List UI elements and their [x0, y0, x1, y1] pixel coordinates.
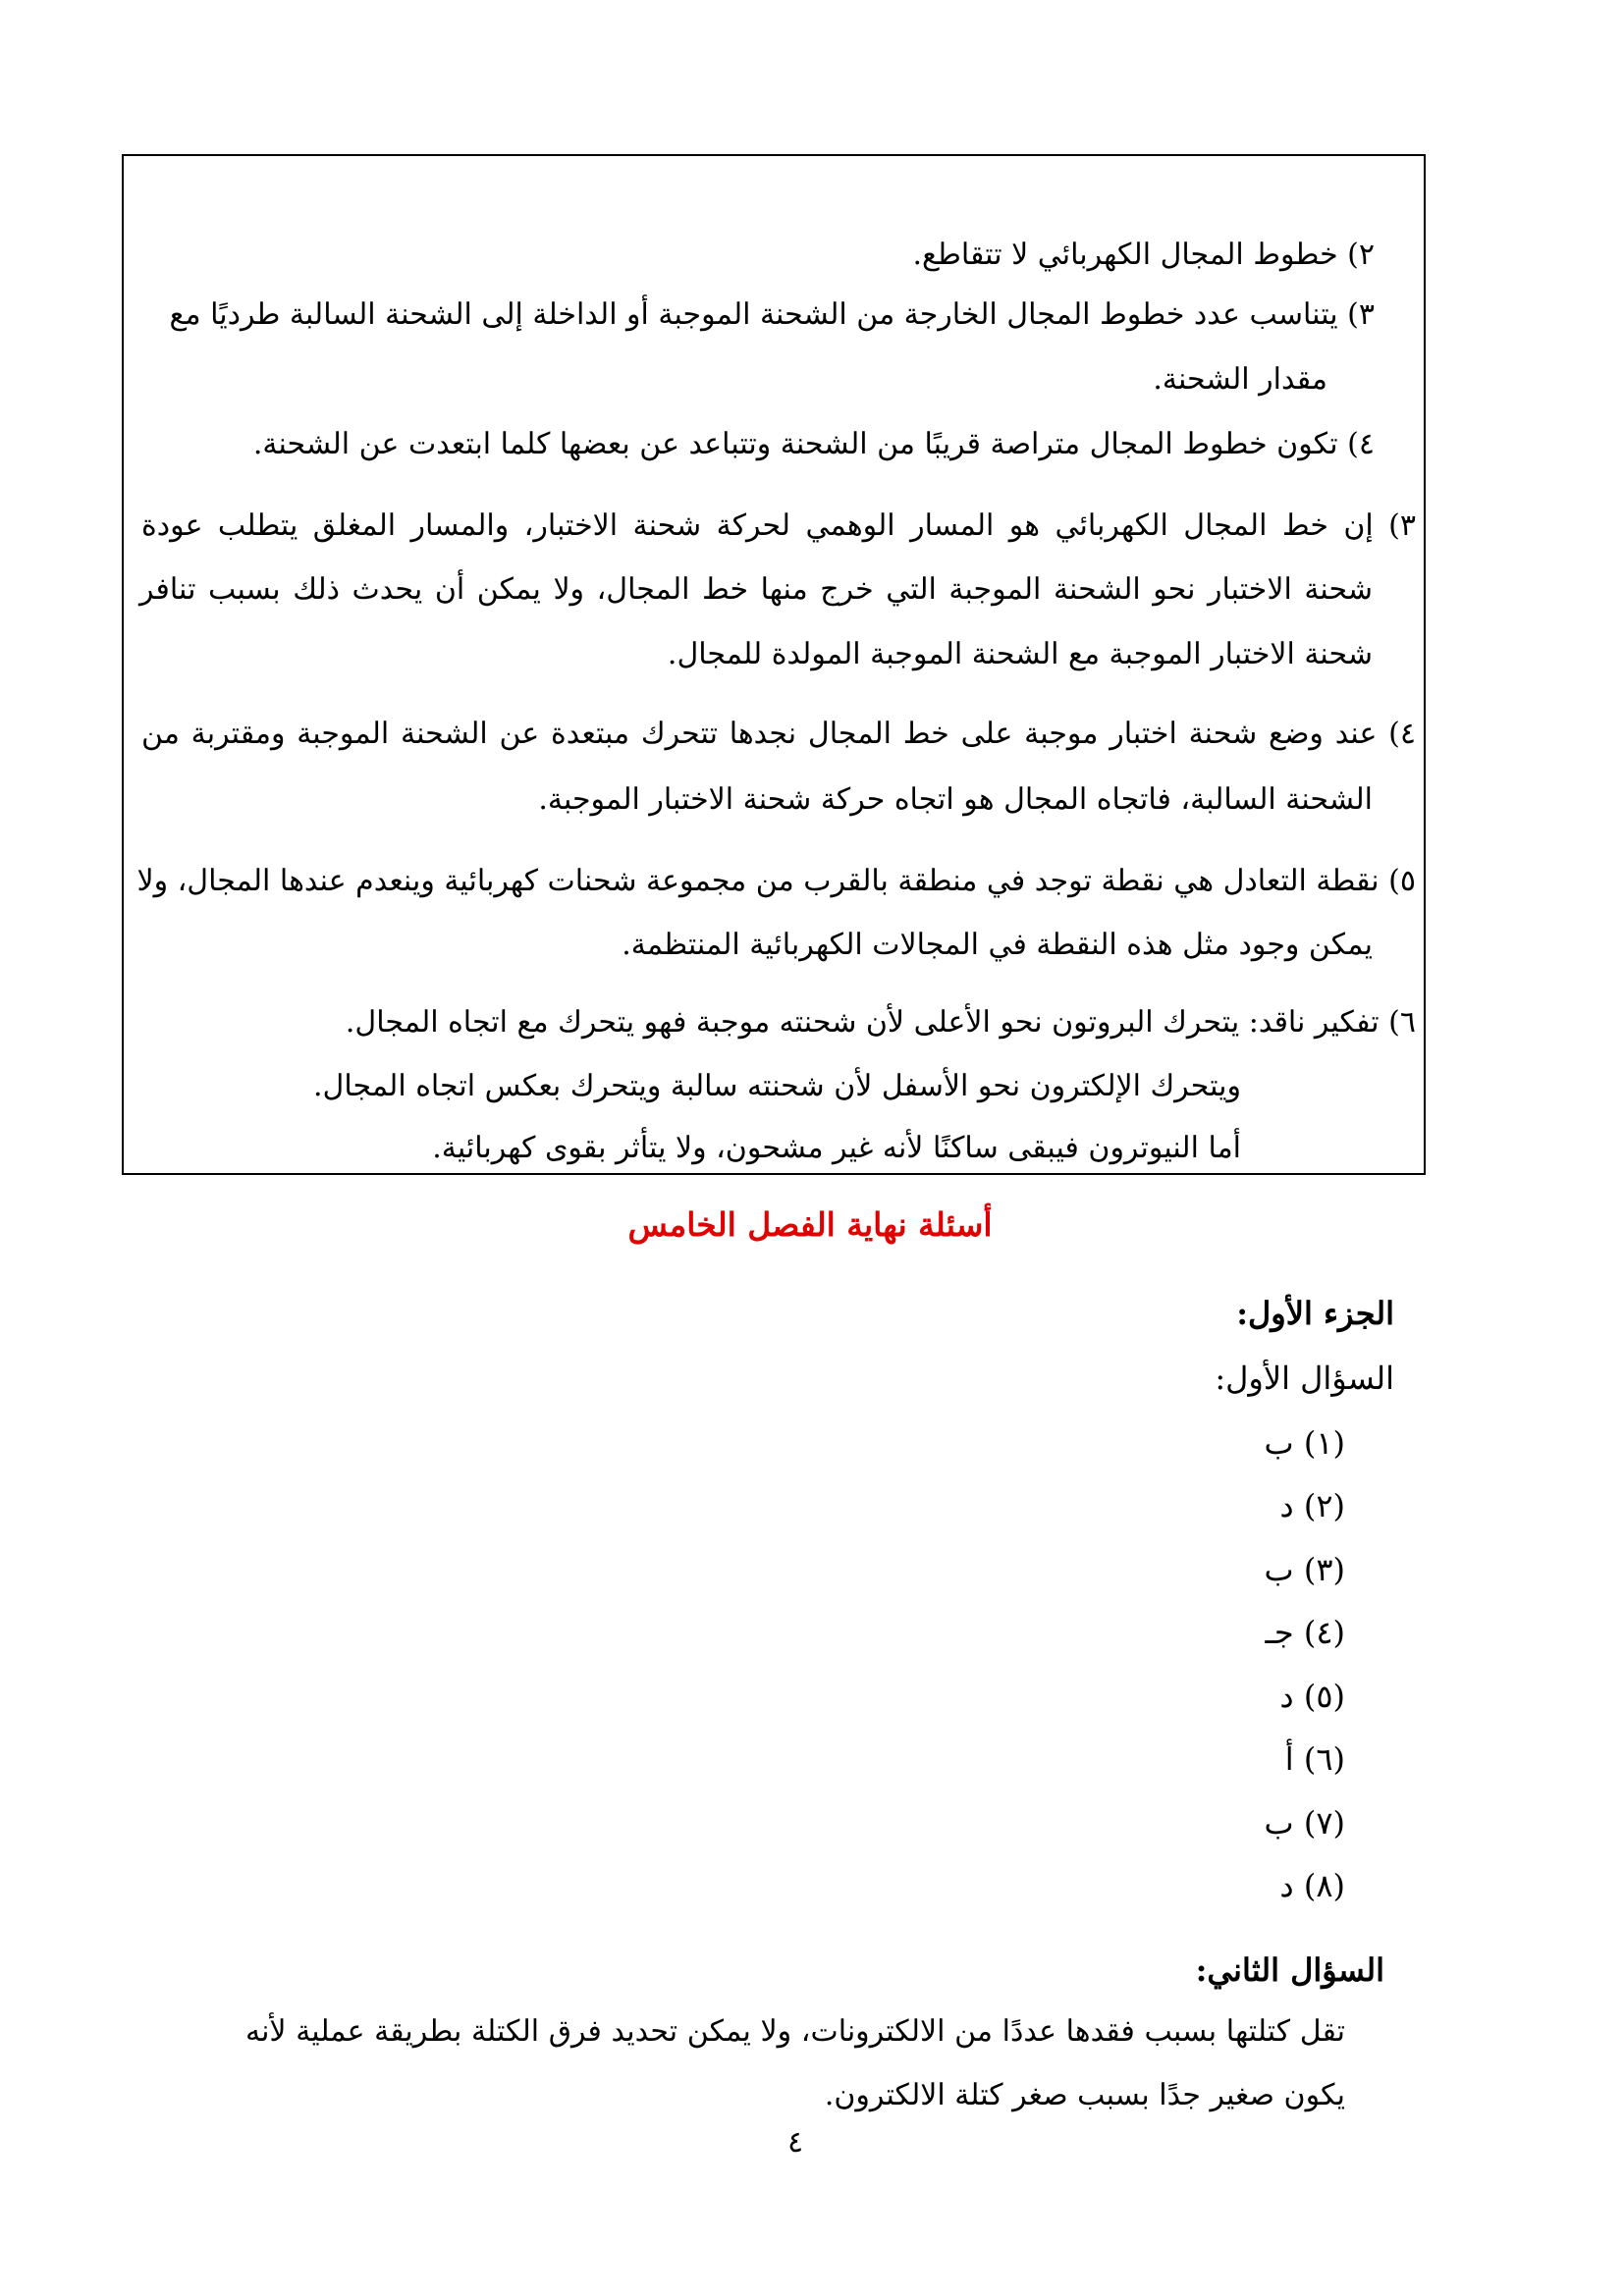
box-line-9: الشحنة السالبة، فاتجاه المجال هو اتجاه حركة شحنة الاختبار الموجبة.: [538, 782, 1373, 817]
page-number: ٤: [786, 2125, 804, 2160]
q2-line-1: تقل كتلتها بسبب فقدها عددًا من الالكترونات، ولا يمكن تحديد فرق الكتلة بطريقة عملية لأنه: [245, 2014, 1345, 2049]
box-line-1: ٢) خطوط المجال الكهربائي لا تتقاطع.: [912, 238, 1375, 272]
box-line-2: ٣) يتناسب عدد خطوط المجال الخارجة من الشحنة الموجبة أو الداخلة إلى الشحنة السالبة طرديًا مع: [169, 297, 1375, 332]
q1-answer-1: (١) ب: [1264, 1424, 1345, 1462]
q1-answer-6: (٦) أ: [1284, 1740, 1345, 1778]
q1-answer-4: (٤) جـ: [1265, 1614, 1345, 1651]
box-line-3: مقدار الشحنة.: [1153, 362, 1327, 397]
box-line-14: أما النيوترون فيبقى ساكنًا لأنه غير مشحون، ولا يتأثر بقوى كهربائية.: [432, 1131, 1241, 1165]
q1-answer-2: (٢) د: [1279, 1487, 1345, 1524]
box-line-13: ويتحرك الإلكترون نحو الأسفل لأن شحنته سالبة ويتحرك بعكس اتجاه المجال.: [313, 1069, 1241, 1103]
q1-answer-3: (٣) ب: [1264, 1551, 1345, 1588]
q1-title: السؤال الأول:: [1215, 1360, 1394, 1397]
q2-title: السؤال الثاني:: [1195, 1951, 1384, 1989]
box-line-10: ٥) نقطة التعادل هي نقطة توجد في منطقة بالقرب من مجموعة شحنات كهربائية وينعدم عندها المجال، ولا: [136, 864, 1416, 898]
box-line-4: ٤) تكون خطوط المجال متراصة قريبًا من الشحنة وتتباعد عن بعضها كلما ابتعدت عن الشحنة.: [252, 427, 1375, 461]
q2-line-2: يكون صغير جدًا بسبب صغر كتلة الالكترون.: [824, 2078, 1345, 2112]
q1-answer-7: (٧) ب: [1264, 1804, 1345, 1842]
box-line-6: شحنة الاختبار نحو الشحنة الموجبة التي خرج منها خط المجال، ولا يمكن أن يحدث ذلك بسبب تنافر: [139, 572, 1373, 607]
section-title: أسئلة نهاية الفصل الخامس: [627, 1205, 993, 1244]
q1-answer-5: (٥) د: [1279, 1678, 1345, 1715]
part-title: الجزء الأول:: [1236, 1295, 1394, 1332]
box-line-11: يمكن وجود مثل هذه النقطة في المجالات الكهربائية المنتظمة.: [622, 928, 1373, 962]
box-line-7: شحنة الاختبار الموجبة مع الشحنة الموجبة المولدة للمجال.: [667, 637, 1373, 671]
q1-answer-8: (٨) د: [1279, 1867, 1345, 1904]
box-line-5: ٣) إن خط المجال الكهربائي هو المسار الوهمي لحركة شحنة الاختبار، والمسار المغلق يتطلب عودة: [141, 508, 1416, 543]
box-line-8: ٤) عند وضع شحنة اختبار موجبة على خط المجال نجدها تتحرك مبتعدة عن الشحنة الموجبة ومقتربة من: [141, 717, 1416, 751]
box-line-12: ٦) تفكير ناقد: يتحرك البروتون نحو الأعلى لأن شحنته موجبة فهو يتحرك مع اتجاه المجال.: [345, 1005, 1416, 1040]
